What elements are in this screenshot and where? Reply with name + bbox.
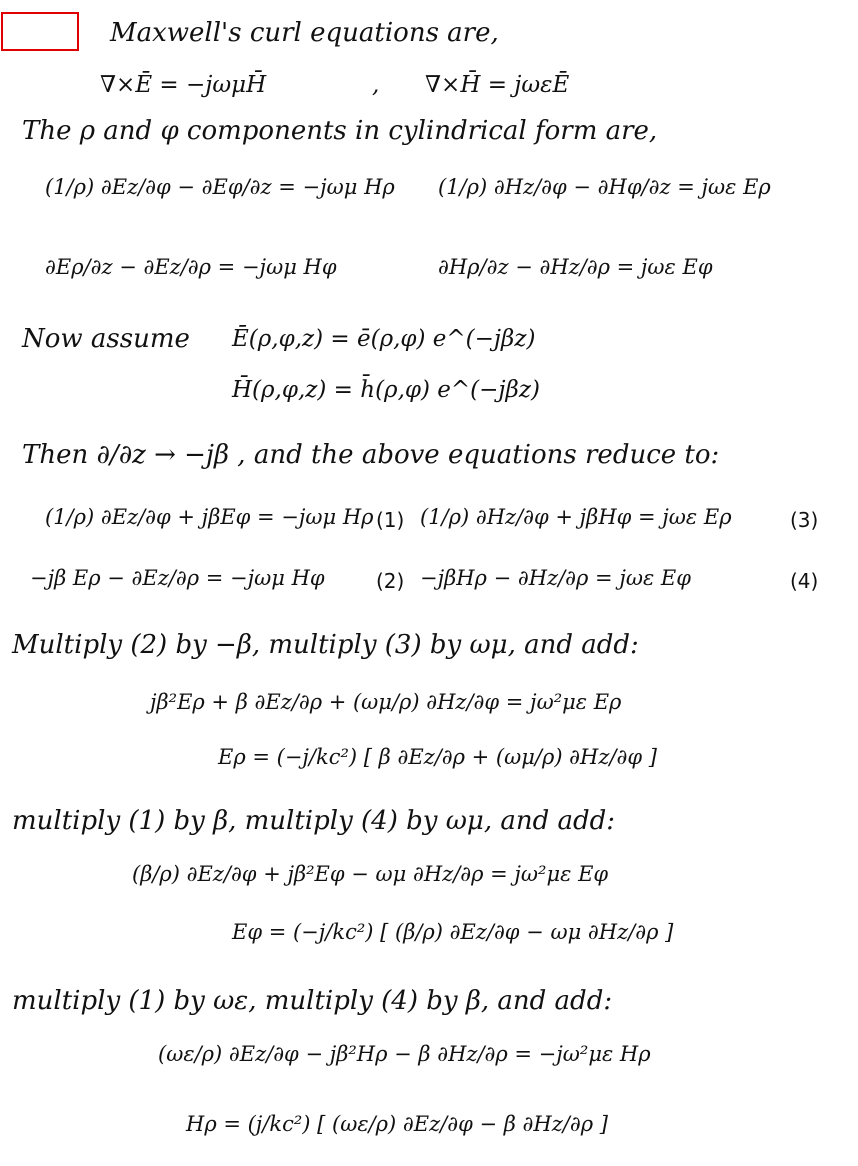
equation-separator: ,	[372, 72, 380, 98]
step2-equation: (β/ρ) ∂Ez/∂φ + jβ²Eφ − ωμ ∂Hz/∂ρ = jω²με Eφ	[132, 862, 609, 886]
equation-1-tag: (1)	[376, 508, 405, 532]
result-e-rho: Eρ = (−j/kc²) [ β ∂Ez/∂ρ + (ωμ/ρ) ∂Hz/∂φ ]	[218, 745, 657, 769]
step3-equation: (ωε/ρ) ∂Ez/∂φ − jβ²Hρ − β ∂Hz/∂ρ = −jω²με Hρ	[158, 1042, 651, 1066]
eq-phi-h: ∂Hρ/∂z − ∂Hz/∂ρ = jωε Eφ	[438, 255, 713, 279]
curl-h-equation: ∇×H̄ = jωεĒ	[425, 72, 570, 98]
redaction-box	[1, 12, 79, 51]
equation-3-tag: (3)	[790, 508, 819, 532]
step2-text: multiply (1) by β, multiply (4) by ωμ, and add:	[12, 806, 616, 836]
eq-phi-e: ∂Eρ/∂z − ∂Ez/∂ρ = −jωμ Hφ	[45, 255, 337, 279]
assume-label: Now assume	[22, 324, 190, 354]
step1-text: Multiply (2) by −β, multiply (3) by ωμ, and add:	[12, 630, 639, 660]
curl-e-equation: ∇×Ē = −jωμH̄	[100, 72, 267, 98]
eq-rho-h: (1/ρ) ∂Hz/∂φ − ∂Hφ/∂z = jωε Eρ	[438, 175, 771, 199]
step3-text: multiply (1) by ωε, multiply (4) by β, and add:	[12, 986, 613, 1016]
result-h-rho: Hρ = (j/kc²) [ (ωε/ρ) ∂Ez/∂φ − β ∂Hz/∂ρ ]	[186, 1112, 608, 1136]
equation-4-tag: (4)	[790, 569, 819, 593]
equation-2: −jβ Eρ − ∂Ez/∂ρ = −jωμ Hφ	[30, 566, 325, 590]
eq-rho-e: (1/ρ) ∂Ez/∂φ − ∂Eφ/∂z = −jωμ Hρ	[45, 175, 395, 199]
step1-equation: jβ²Eρ + β ∂Ez/∂ρ + (ωμ/ρ) ∂Hz/∂φ = jω²με Eρ	[150, 690, 622, 714]
equation-4: −jβHρ − ∂Hz/∂ρ = jωε Eφ	[420, 566, 691, 590]
assume-h-equation: H̄(ρ,φ,z) = h̄(ρ,φ) e^(−jβz)	[232, 377, 540, 403]
assume-e-equation: Ē(ρ,φ,z) = ē(ρ,φ) e^(−jβz)	[232, 326, 536, 352]
result-e-phi: Eφ = (−j/kc²) [ (β/ρ) ∂Ez/∂φ − ωμ ∂Hz/∂ρ ]	[232, 920, 674, 944]
components-intro-text: The ρ and φ components in cylindrical form are,	[22, 116, 658, 146]
intro-text: Maxwell's curl equations are,	[110, 18, 499, 48]
reduce-text: Then ∂/∂z → −jβ , and the above equations reduce to:	[22, 440, 720, 470]
equation-3: (1/ρ) ∂Hz/∂φ + jβHφ = jωε Eρ	[420, 505, 732, 529]
equation-1: (1/ρ) ∂Ez/∂φ + jβEφ = −jωμ Hρ	[45, 505, 374, 529]
equation-2-tag: (2)	[376, 569, 405, 593]
